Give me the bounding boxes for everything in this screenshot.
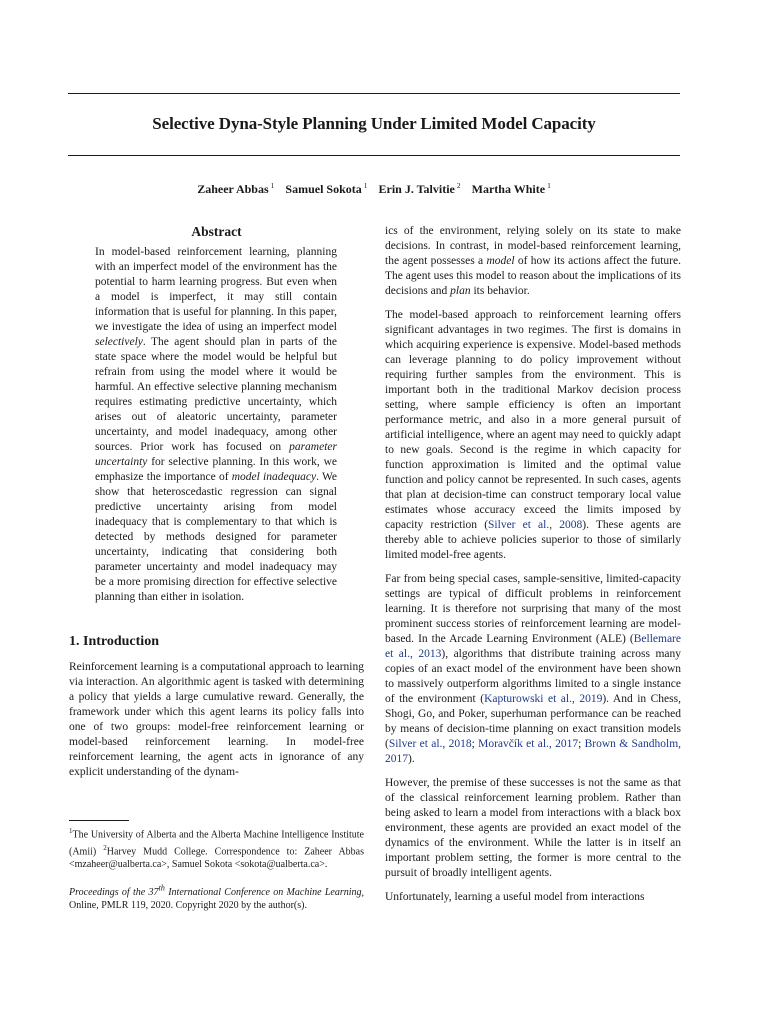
intro-paragraph: The model-based approach to reinforcement learning offers significant advantages in two regimes. The first is domains in which acquiring experience is expensive. Model-based methods can leverage planning to do policy improvement without requiring further samples from the environment. This is important both in the traditional Markov decision process setting, where sample efficiency is often an important performance metric, and also in a more general pursuit of artificial intelligence, where an agent may need to quickly adapt to new goals. Second is the regime in which capacity for function approximation is limited and the optimal value function and policy cannot be represented. In such cases, agents that plan at decision-time can construct temporary local value estimates whose accuracy exceed the limits imposed by capacity restriction (Silver et al., 2008). These agents are thereby able to achieve policies superior to those of similarly limited model-free agents. [385,309,682,561]
citation-link[interactable]: Brown & Sandholm, 2017 [385,738,682,765]
footnote-rule [69,820,129,821]
proceedings-notice: Proceedings of the 37th International Conference on Machine Learning, Online, PMLR 119, 2020. Copyright 2020 by the author(s). [69,884,364,911]
top-rule [68,93,680,94]
paper-title: Selective Dyna-Style Planning Under Limited Model Capacity [152,114,596,133]
intro-paragraph: Unfortunately, learning a useful model from interactions [385,891,645,903]
citation-link[interactable]: Bellemare et al., 2013 [385,633,681,660]
abstract-heading: Abstract [191,224,242,239]
author: Martha White $^1$ [471,181,551,196]
author: Samuel Sokota $^1$ [285,181,368,196]
citation-link[interactable]: Silver et al., 2008 [488,519,583,531]
author: Zaheer Abbas $^1$ [197,181,275,196]
title-bottom-rule [68,155,680,156]
intro-paragraph: Reinforcement learning is a computational approach to learning via interaction. An algorithmic agent is tasked with determining a policy that yields a large cumulative reward. Generally, the framework under which this agent learns its policy falls into one of two groups: model-free reinforcement learning or model-based reinforcement learning. In model-free reinforcement learning, the agent acts in ignorance of any explicit understanding of the dynam- [69,661,364,778]
author: Erin J. Talvitie $^2$ [378,181,461,196]
footnote-area [69,820,364,912]
affiliation-footnote: $^1$The University of Alberta and the Alberta Machine Intelligence Institute (Amii) $^2$Harvey Mudd College. Correspondence to: Zaheer Abbas <mzaheer@ualberta.ca>, Samuel Sokota <sokota@ualberta.ca>. [69,827,364,870]
right-column [385,224,681,905]
abstract-text: In model-based reinforcement learning, planning with an imperfect model of the environment has the potential to harm learning progress. But even when a model is imperfect, it may still contain information that is useful for planning. In this paper, we investigate the idea of using an imperfect model selectively. The agent should plan in parts of the state space where the model would be helpful but refrain from using the model where it would be harmful. An effective selective planning mechanism requires estimating predictive uncertainty, which arises out of aleatoric uncertainty, parameter uncertainty, and model inadequacy, among other sources. Prior work has focused on parameter uncertainty for selective planning. In this work, we emphasize the importance of model inadequacy. We show that heteroscedastic regression can signal predictive uncertainty arising from model inadequacy that is complementary to that which is detected by methods designed for parameter uncertainty, indicating that considering both parameter uncertainty and model inadequacy may be a more promising direction for effective selective planning than either in isolation. [95,246,337,603]
left-column [69,224,364,780]
section-heading-introduction: 1. Introduction [69,634,159,649]
affiliation-mark: 1 [270,181,275,190]
intro-paragraph: ics of the environment, relying solely on its state to make decisions. In contrast, in model-based reinforcement learning, the agent possesses a model of how its actions affect the future. The agent uses this model to reason about the implications of its decisions and plan its behavior. [385,225,681,297]
author-list [68,181,680,197]
affiliation-mark: 1 [363,181,368,190]
intro-paragraph: However, the premise of these successes is not the same as that of the classical reinforcement learning problem. Rather than being asked to learn a model from interactions with a black box environment, these agents are provided an exact model of the dynamics of the environment. While the latter is in itself an important problem setting, the former is more central to the pursuit of broadly intelligent agents. [385,777,681,879]
citation-link[interactable]: Moravčík et al., 2017 [478,738,579,750]
intro-paragraph: Far from being special cases, sample-sensitive, limited-capacity settings are typical of difficult problems in reinforcement learning. It is therefore not surprising that many of the most prominent success stories of reinforcement learning are model-based. In the Arcade Learning Environment (ALE) (Bellemare et al., 2013), algorithms that distribute training across many copies of an exact model of the environment have been shown to massively outperform algorithms limited to a single instance of the environment (Kapturowski et al., 2019). And in Chess, Shogi, Go, and Poker, superhuman performance can be reached by means of decision-time planning on exact transition models (Silver et al., 2018; Moravčík et al., 2017; Brown & Sandholm, 2017). [385,573,682,765]
affiliation-mark: 1 [547,181,551,190]
citation-link[interactable]: Kapturowski et al., 2019 [484,693,603,705]
affiliation-mark: 2 [456,181,461,190]
citation-link[interactable]: Silver et al., 2018 [388,738,472,750]
